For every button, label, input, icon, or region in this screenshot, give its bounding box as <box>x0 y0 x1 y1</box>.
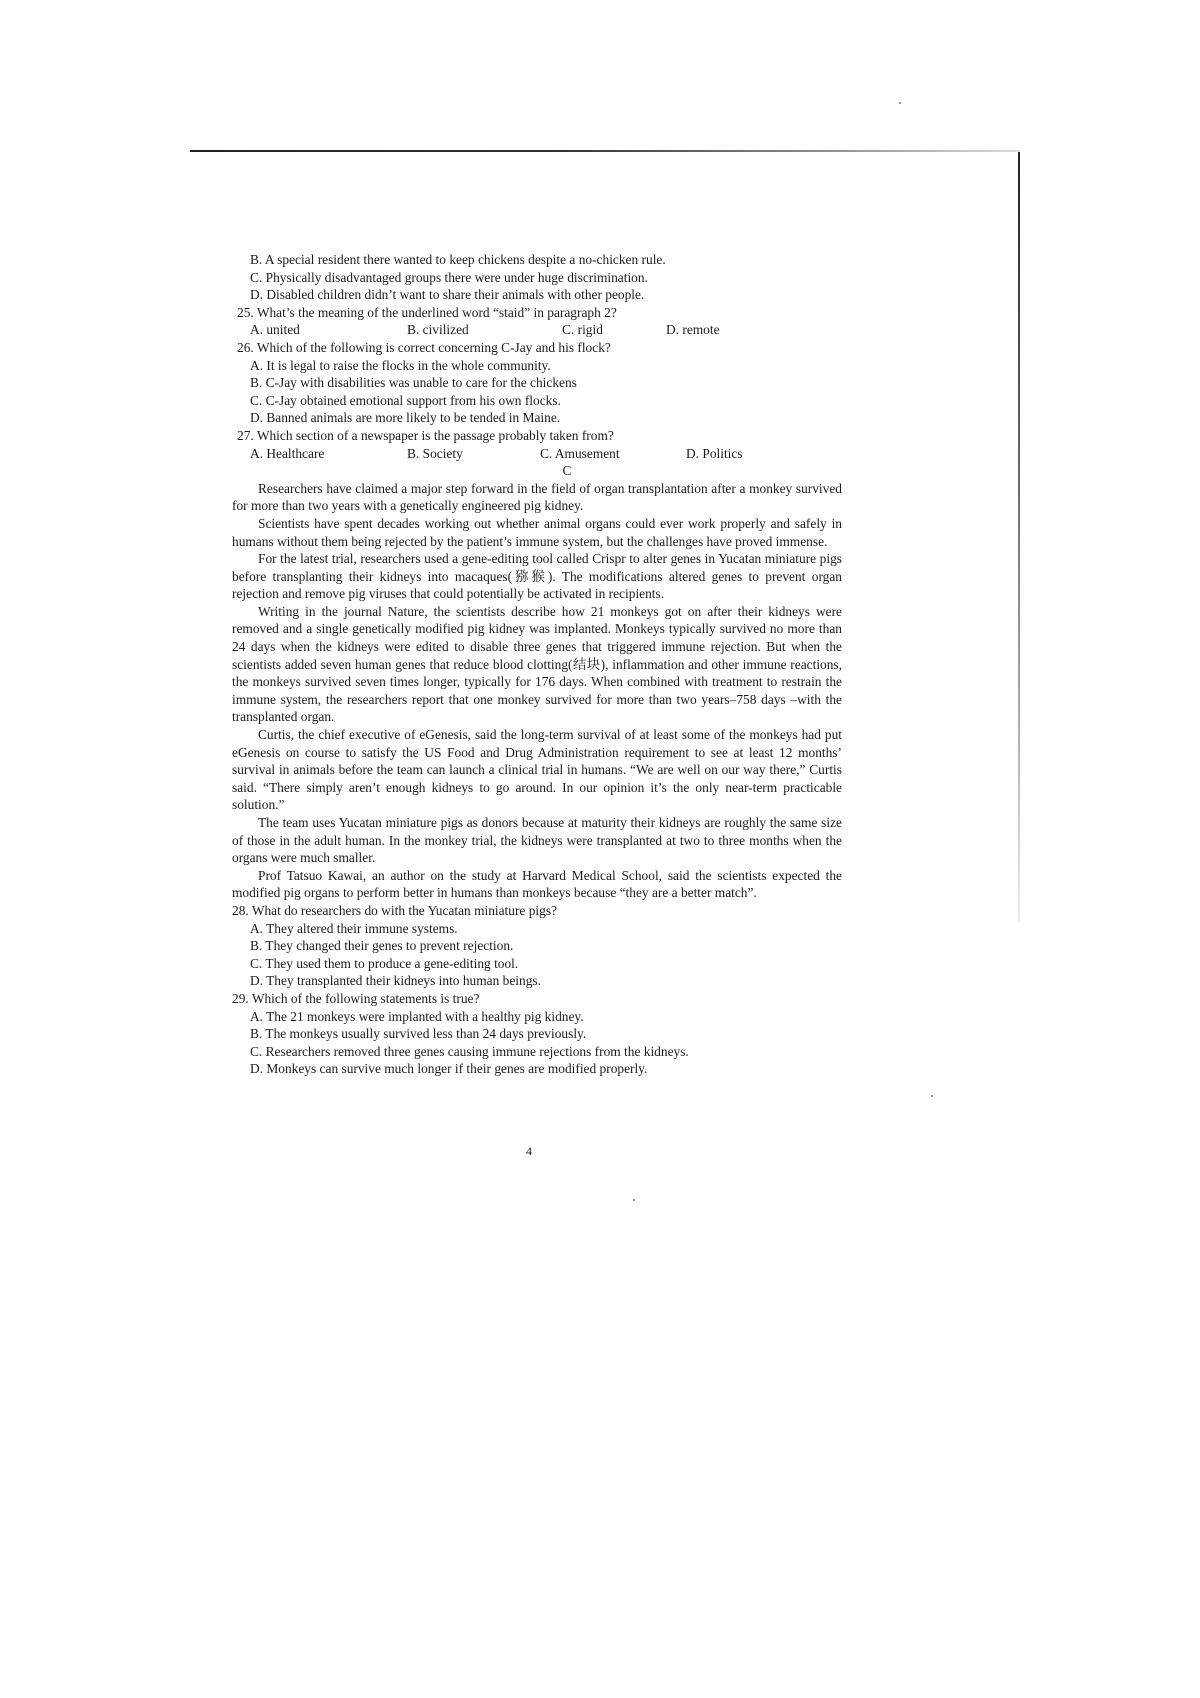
option-item: A. The 21 monkeys were implanted with a healthy pig kidney. <box>250 1008 584 1024</box>
question-25-options <box>232 321 842 339</box>
option-item: C. They used them to produce a gene-editing tool. <box>250 955 519 971</box>
option-item: B. The monkeys usually survived less than 24 days previously. <box>250 1026 587 1042</box>
scan-speck <box>899 102 901 104</box>
option-item: D. Monkeys can survive much longer if their genes are modified properly. <box>250 1061 648 1077</box>
question-27-stem: 27. Which section of a newspaper is the passage probably taken from? <box>237 427 614 443</box>
passage-paragraph: Researchers have claimed a major step forward in the field of organ transplantation after a monkey survived for more than two years with a genetically engineered pig kidney. <box>232 480 842 514</box>
option-item: C. Researchers removed three genes causing immune rejections from the kidneys. <box>250 1043 689 1059</box>
question-29-stem: 29. Which of the following statements is true? <box>232 990 480 1006</box>
option-item: B. C-Jay with disabilities was unable to care for the chickens <box>250 375 577 391</box>
scan-speck <box>633 1199 635 1201</box>
option-item: C. Physically disadvantaged groups there were under huge discrimination. <box>250 269 648 285</box>
option-item: D. They transplanted their kidneys into human beings. <box>250 973 541 989</box>
question-25-stem: 25. What’s the meaning of the underlined word “staid” in paragraph 2? <box>237 304 617 320</box>
option-item: A. Healthcare <box>250 445 325 461</box>
passage-paragraph: The team uses Yucatan miniature pigs as donors because at maturity their kidneys are roughly the same size of those in the adult human. In the monkey trial, the kidneys were transplanted at two to three months when the organs were much smaller. <box>232 815 842 866</box>
option-item: D. Politics <box>686 445 743 461</box>
question-28-stem: 28. What do researchers do with the Yucatan miniature pigs? <box>232 902 557 918</box>
option-item: D. remote <box>666 322 720 338</box>
option-item: A. united <box>250 322 300 338</box>
option-item: C. Amusement <box>540 445 620 461</box>
option-item: C. C-Jay obtained emotional support from his own flocks. <box>250 392 561 408</box>
option-item: A. It is legal to raise the flocks in the whole community. <box>250 357 551 373</box>
option-item: B. A special resident there wanted to keep chickens despite a no-chicken rule. <box>250 252 666 267</box>
passage-paragraph: Writing in the journal Nature, the scientists describe how 21 monkeys got on after their kidneys were removed and a single genetically modified pig kidney was implanted. Monkeys typically survived no more than 24 days when the kidneys were edited to disable three genes that triggered immune rejection. But when the scientists added seven human genes that reduce blood clotting(结块), inflammation and other immune reactions, the monkeys survived seven times longer, typically for 176 days. When combined with treatment to restrain the immune system, the researchers report that one monkey survived for more than two years–758 days –with the transplanted organ. <box>232 603 842 725</box>
option-item: D. Disabled children didn’t want to share their animals with other people. <box>250 287 645 303</box>
option-item: B. They changed their genes to prevent rejection. <box>250 938 514 954</box>
passage-paragraph: Scientists have spent decades working out whether animal organs could ever work properly and safely in humans without them being rejected by the patient’s immune system, but the challenges have proved immense. <box>232 515 842 549</box>
page-number: 4 <box>526 1144 532 1158</box>
option-item: B. civilized <box>407 322 469 338</box>
option-item: C. rigid <box>562 322 603 338</box>
passage-paragraph: For the latest trial, researchers used a gene-editing tool called Crispr to alter genes in Yucatan miniature pigs before transplanting their kidneys into macaques(猕猴). The modifications altered genes to prevent organ rejection and remove pig viruses that could potentially be activated in recipients. <box>232 551 842 602</box>
scan-speck <box>931 1095 933 1097</box>
top-border-line <box>190 150 1020 152</box>
right-border-line <box>1018 152 1020 922</box>
option-item: D. Banned animals are more likely to be tended in Maine. <box>250 410 561 426</box>
option-item: A. They altered their immune systems. <box>250 920 458 936</box>
passage-c-heading: C <box>562 463 572 479</box>
option-item: B. Society <box>407 445 463 461</box>
question-27-options <box>232 445 842 463</box>
question-26-stem: 26. Which of the following is correct concerning C-Jay and his flock? <box>237 339 611 355</box>
passage-paragraph: Curtis, the chief executive of eGenesis, said the long-term survival of at least some of the monkeys had put eGenesis on course to satisfy the US Food and Drug Administration requirement to see at least 12 months’ survival in animals before the team can launch a clinical trial in humans. “We are well on our way there,” Curtis said. “There simply aren’t enough kidneys to go around. In our opinion it’s the only near-term practicable solution.” <box>232 727 842 813</box>
exam-page-content <box>232 251 842 1078</box>
passage-paragraph: Prof Tatsuo Kawai, an author on the study at Harvard Medical School, said the scientists expected the modified pig organs to perform better in humans than monkeys because “they are a better match”. <box>232 867 842 901</box>
